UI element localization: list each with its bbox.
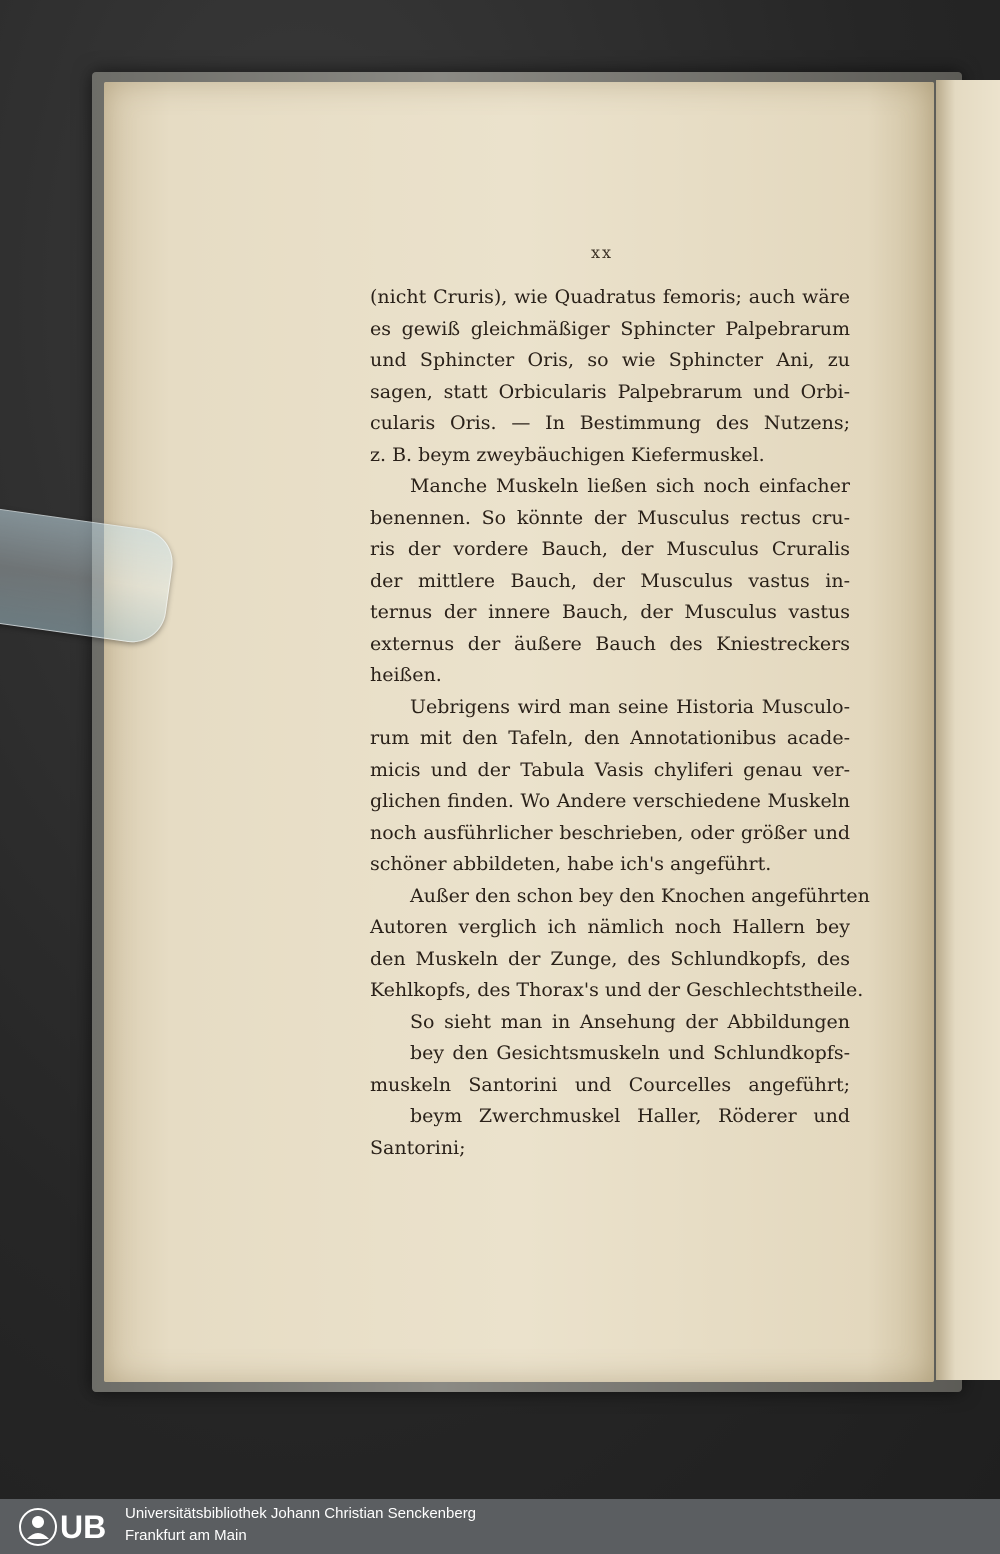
text-line: micis und der Tabula Vasis chyliferi genau ver- (370, 758, 850, 781)
text-line: glichen finden. Wo Andere verschiedene Muskeln (370, 790, 850, 812)
text-line: Manche Muskeln ließen sich noch einfacher (410, 475, 850, 497)
text-line: z. B. beym zweybäuchigen Kiefermuskel. (370, 443, 765, 466)
text-line: Uebrigens wird man seine Historia Musculo- (410, 695, 850, 718)
library-logo-text: UB (60, 1509, 107, 1545)
text-line: muskeln Santorini und Courcelles angeführt; (370, 1073, 850, 1096)
text-line: noch ausführlicher beschrieben, oder größer und (370, 821, 850, 844)
book-page-right-edge (936, 80, 1000, 1380)
text-line: bey den Gesichtsmuskeln und Schlundkopfs- (410, 1042, 850, 1064)
text-line: Kehlkopfs, des Thorax's und der Geschlechtstheile. (370, 979, 864, 1001)
footer-bar (0, 1499, 1000, 1554)
text-line: sagen, statt Orbicularis Palpebrarum und Orbi- (370, 380, 850, 403)
text-line: benennen. So könnte der Musculus rectus cru- (370, 506, 850, 529)
library-seal-icon (18, 1507, 58, 1547)
text-line: Außer den schon bey den Knochen angeführten (410, 884, 870, 907)
text-line: der mittlere Bauch, der Musculus vastus in- (370, 569, 850, 592)
footer-location: Frankfurt am Main (125, 1527, 247, 1544)
footer-institution: Universitätsbibliothek Johann Christian Senckenberg (125, 1505, 477, 1522)
text-line: rum mit den Tafeln, den Annotationibus acade- (370, 727, 850, 749)
text-line: den Muskeln der Zunge, des Schlundkopfs, des (370, 947, 850, 970)
text-line: externus der äußere Bauch des Kniestreckers (370, 632, 850, 655)
text-line: (nicht Cruris), wie Quadratus femoris; auch wäre (370, 286, 850, 308)
text-line: und Sphincter Oris, so wie Sphincter Ani, zu (370, 349, 850, 371)
text-line: beym Zwerchmuskel Haller, Röderer und (410, 1105, 850, 1127)
text-line: es gewiß gleichmäßiger Sphincter Palpebrarum (370, 317, 850, 340)
text-line: heißen. (370, 664, 442, 686)
page-number: xx (591, 243, 614, 262)
text-line: schöner abbildeten, habe ich's angeführt. (370, 853, 772, 875)
page-text (370, 282, 870, 1164)
text-line: Santorini; (370, 1136, 466, 1159)
text-line: cularis Oris. — In Bestimmung des Nutzens; (370, 412, 850, 434)
text-line: ternus der innere Bauch, der Musculus vastus (370, 601, 850, 623)
text-line: ris der vordere Bauch, der Musculus Cruralis (370, 538, 850, 560)
text-line: Autoren verglich ich nämlich noch Hallern bey (370, 916, 850, 938)
text-line: So sieht man in Ansehung der Abbildungen (410, 1010, 850, 1033)
